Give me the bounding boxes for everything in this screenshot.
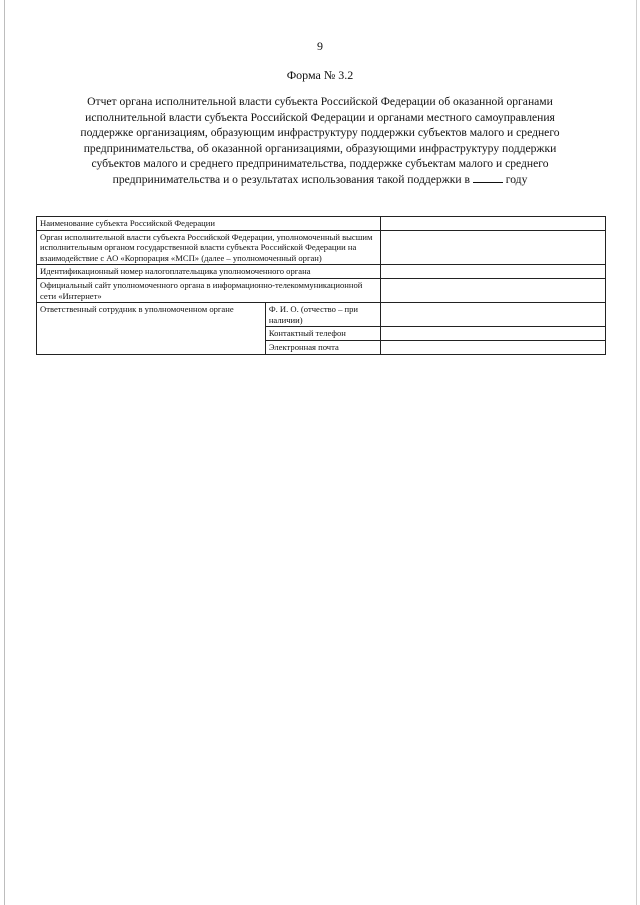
- table-row: [37, 265, 606, 279]
- full-name-value-cell[interactable]: [380, 303, 605, 327]
- email-label: Электронная почта: [265, 340, 380, 354]
- form-number: Форма № 3.2: [286, 68, 354, 82]
- table-row: [37, 303, 606, 327]
- website-label: Официальный сайт уполномоченного органа в информационно-телекоммуникационной сети «Интернет»: [37, 278, 381, 302]
- table-row: [37, 217, 606, 231]
- report-form-table: [36, 216, 606, 355]
- title-line: исполнительной власти субъекта Российской Федерации и органами местного самоуправления: [85, 110, 555, 124]
- website-value-cell[interactable]: [380, 278, 605, 302]
- title-line: Отчет органа исполнительной власти субъекта Российской Федерации об оказанной органами: [87, 95, 553, 108]
- phone-value-cell[interactable]: [380, 327, 605, 341]
- title-line-end: году: [505, 172, 528, 186]
- page-number: 9: [317, 39, 323, 53]
- authorized-body-value-cell[interactable]: [380, 230, 605, 265]
- phone-label: Контактный телефон: [265, 327, 380, 341]
- year-blank-field[interactable]: [473, 172, 503, 183]
- title-line: поддержке организациям, образующим инфраструктуру поддержки субъектов малого и среднего: [80, 126, 560, 140]
- responsible-employee-label: Ответственный сотрудник в уполномоченном органе: [37, 303, 266, 354]
- title-line: предпринимательства, об оказанной организациями, образующими инфраструктуру поддержки: [83, 141, 557, 155]
- subject-name-label: Наименование субъекта Российской Федерации: [37, 217, 381, 231]
- subject-name-value-cell[interactable]: [380, 217, 605, 231]
- page-edge-left: [4, 0, 5, 905]
- inn-value-cell[interactable]: [380, 265, 605, 279]
- report-title: [52, 94, 588, 188]
- title-line-start: предпринимательства и о результатах использования такой поддержки в: [112, 172, 470, 186]
- table-row: [37, 230, 606, 265]
- title-line-year: [52, 172, 588, 188]
- email-value-cell[interactable]: [380, 340, 605, 354]
- table-row: [37, 278, 606, 302]
- title-line: субъектов малого и среднего предпринимательства, поддержке субъектам малого и среднего: [91, 157, 549, 171]
- authorized-body-label: Орган исполнительной власти субъекта Российской Федерации, уполномоченный высшим исполнительным органом государственной власти субъекта Российской Федерации на взаимодействие с АО «Корпорация «МСП» (далее – уполномоченный орган): [37, 230, 381, 265]
- full-name-label: Ф. И. О. (отчество – при наличии): [265, 303, 380, 327]
- page-edge-right: [636, 0, 637, 905]
- inn-label: Идентификационный номер налогоплательщика уполномоченного органа: [37, 265, 381, 279]
